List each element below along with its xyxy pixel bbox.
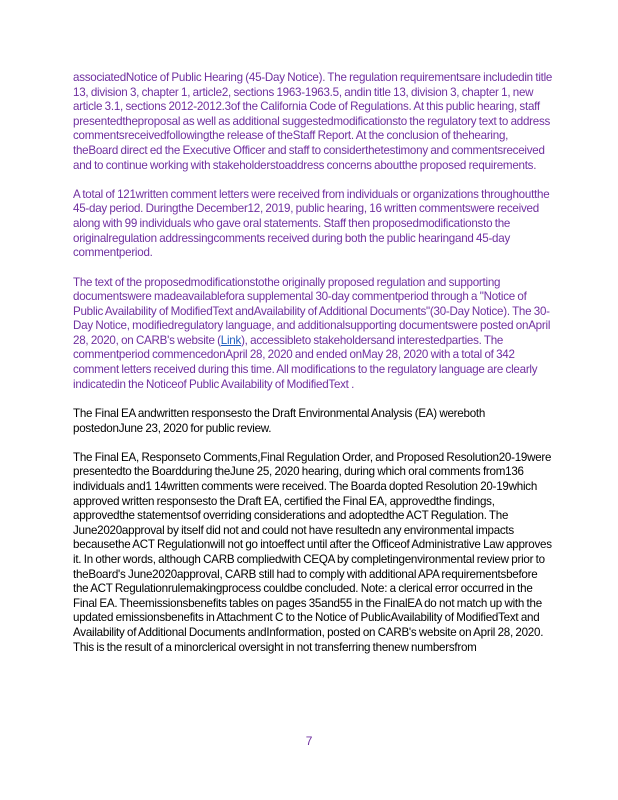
paragraph-public-hearing: associatedNotice of Public Hearing (45-Day Notice). The regulation requirementsare includedin title 13, division 3, chapter 1, article2, sections 1963-1963.5, andin title 13, division 3, chapter 1, new article 3.1, sections 2012-2012.3of the California Code of Regulations. At this public hearing, staff presentedtheproposal as well as additional suggestedmodificationsto the regulatory text to address commentsreceivedfollowingthe release of theStaff Report. At the conclusion of thehearing, theBoard direct ed the Executive Officer and staff to considerthetestimony and commentsreceived and to continue working with stakeholderstoaddress concerns aboutthe proposed requirements. <box>73 71 553 172</box>
paragraph-30-day-notice-start: The text of the proposedmodificationstothe originally proposed regulation and supporting documentswere madeavailablefora supplemental 30-day commentperiod through a "Notice of Public Availability of ModifiedText andAvailability of Additional Documents"(30-Day Notice). The 30-Day Notice, modifiedregulatory language, and additionalsupporting documentswere posted onApril 28, 2020, on CARB's website ( <box>73 275 551 347</box>
paragraph-30-day-notice-end: ), accessibleto stakeholdersand interestedparties. The commentperiod commencedonApril 28, 2020 and ended onMay 28, 2020 with a total of 342 comment letters received during this time. All modifications to the regulatory language are clearly indicatedin the Noticeof Public Availability of ModifiedText . <box>73 333 538 391</box>
paragraph-board-hearing: The Final EA, Responseto Comments,Final Regulation Order, and Proposed Resolution20-19were presentedto the Boardduring theJune 25, 2020 hearing, during which oral comments from136 individuals and1 14written comments were received. The Boarda dopted Resolution 20-19which approved written responsesto the Draft EA, certified the Final EA, approvedthe findings, approvedthe statementsof overriding considerations and adoptedthe ACT Regulation. The June2020approval by itself did not and could not have resultedn any environmental impacts becausethe ACT Regulationwill not go intoeffect until after the Officeof Administrative Law approves it. In other words, although CARB compliedwith CEQA by completingenvironmental review prior to theBoard's June2020approval, CARB still had to comply with additional APA requirementsbefore the ACT Regulationrulemakingprocess couldbe concluded. Note: a clerical error occurred in the Final EA. Theemissionsbenefits tables on pages 35and55 in the FinalEA do not match up with the updated emissionsbenefits in Attachment C to the Notice of PublicAvailability of ModifiedText and Availability of Additional Documents andInformation, posted on CARB's website on April 28, 2020. This is the result of a minorclerical oversight in not transferring thenew numbersfrom <box>73 450 552 654</box>
page-number: 7 <box>305 734 313 748</box>
paragraph-final-ea-posted: The Final EA andwritten responsesto the Draft Environmental Analysis (EA) wereboth postedonJune 23, 2020 for public review. <box>73 406 486 435</box>
carb-website-link[interactable]: Link <box>220 333 242 347</box>
paragraph-30-day-notice <box>73 276 555 393</box>
document-body <box>73 71 555 655</box>
paragraph-comment-letters: A total of 121written comment letters were received from individuals or organizations throughoutthe 45-day period. Duringthe December12, 2019, public hearing, 16 written commentswere received along with 99 individuals who gave oral statements. Staff then proposedmodificationsto the originalregulation addressingcomments received during both the public hearingand 45-day commentperiod. <box>73 187 550 260</box>
